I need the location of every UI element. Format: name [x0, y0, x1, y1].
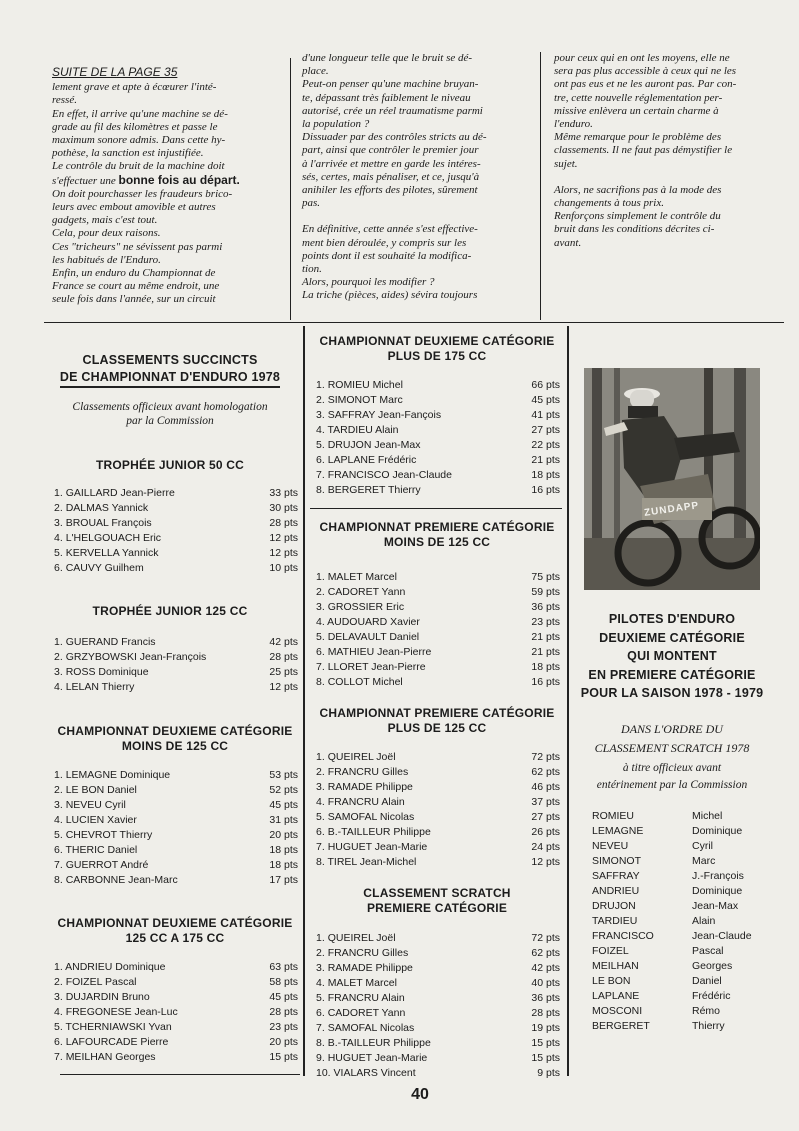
table-row: 4. LELAN Thierry 12 pts: [54, 681, 298, 693]
text-line: sés, certes, mais pénaliser, et ce, jusqu'à: [302, 170, 480, 183]
text-line: points dont il est souhaité la modifica-: [302, 249, 472, 262]
article-column-1: [52, 66, 280, 307]
text-line: Renforçons simplement le contrôle du: [554, 210, 721, 223]
ranking-deux-moins125: [54, 768, 298, 888]
results-divider-right: [567, 326, 569, 1076]
text-line: l'enduro.: [554, 118, 593, 131]
table-row: 4. MALET Marcel 40 pts: [316, 977, 560, 989]
text-line: ont pas eus et ne les auront pas. Par con-: [554, 78, 737, 91]
section-title-scratch: CLASSEMENT SCRATCH PREMIERE CATÉGORIE: [363, 886, 511, 915]
list-item: ANDRIEU Dominique: [592, 885, 743, 897]
text-line: France se court au même endroit, une: [52, 280, 220, 293]
text-line: En effet, il arrive qu'une machine se dé-: [52, 107, 228, 120]
table-row: 3. RAMADE Philippe 46 pts: [316, 781, 560, 793]
table-row: 3. GROSSIER Eric 36 pts: [316, 601, 560, 613]
table-row: 6. LAFOURCADE Pierre 20 pts: [54, 1036, 298, 1048]
ranking-prem-plus125: [316, 750, 560, 870]
section-title-junior125: TROPHÉE JUNIOR 125 CC: [92, 604, 248, 618]
text-line: sera pas plus accessible à ceux qui ne les: [554, 65, 737, 78]
table-row: 2. DALMAS Yannick 30 pts: [54, 502, 298, 514]
main-subtitle: Classements officieux avant homologation par la Commission: [72, 401, 268, 427]
list-item: BERGERET Thierry: [592, 1020, 725, 1032]
table-row: 4. L'HELGOUACH Eric 12 pts: [54, 532, 298, 544]
text-line: changements à tous prix.: [554, 197, 664, 210]
table-row: 8. BERGERET Thierry 16 pts: [316, 484, 560, 496]
rider-illustration: [584, 368, 760, 590]
enduro-rider-photo: [584, 368, 760, 590]
text-line: la population ?: [302, 118, 370, 131]
table-row: 1. MALET Marcel 75 pts: [316, 571, 560, 583]
table-row: 1. QUEIREL Joël 72 pts: [316, 751, 560, 763]
table-row: 2. FOIZEL Pascal 58 pts: [54, 976, 298, 988]
text-line: Alors, ne sacrifions pas à la mode des: [554, 183, 722, 196]
table-row: 10. VIALARS Vincent 9 pts: [316, 1067, 560, 1079]
table-row: 2. LE BON Daniel 52 pts: [54, 784, 298, 796]
table-row: 1. GUERAND Francis 42 pts: [54, 636, 298, 648]
text-line: Ces "tricheurs" ne sévissent pas parmi: [52, 240, 223, 253]
section-rule: [44, 322, 784, 323]
table-row: 1. ANDRIEU Dominique 63 pts: [54, 961, 298, 973]
table-row: 4. LUCIEN Xavier 31 pts: [54, 814, 298, 826]
table-row: 8. CARBONNE Jean-Marc 17 pts: [54, 874, 298, 886]
text-line: gadgets, mais c'est tout.: [52, 214, 158, 227]
table-row: 4. TARDIEU Alain 27 pts: [316, 424, 560, 436]
table-row: 2. SIMONOT Marc 45 pts: [316, 394, 560, 406]
table-row: 9. HUGUET Jean-Marie 15 pts: [316, 1052, 560, 1064]
table-row: 6. CAUVY Guilhem 10 pts: [54, 562, 298, 574]
table-row: 5. FRANCRU Alain 36 pts: [316, 992, 560, 1004]
bottom-rule: [60, 1074, 300, 1075]
table-row: 1. GAILLARD Jean-Pierre 33 pts: [54, 487, 298, 499]
list-item: LE BON Daniel: [592, 975, 722, 987]
ranking-scratch: [316, 931, 560, 1081]
text-line: d'une longueur telle que le bruit se dé-: [302, 52, 473, 64]
text-line: classements. Il ne faut pas démystifier le: [554, 144, 733, 157]
table-row: 1. ROMIEU Michel 66 pts: [316, 379, 560, 391]
ranking-junior125: [54, 635, 298, 695]
table-row: 2. GRZYBOWSKI Jean-François 28 pts: [54, 651, 298, 663]
section-title-deux-125-175: CHAMPIONNAT DEUXIEME CATÉGORIE 125 CC A 175 CC: [57, 916, 293, 945]
text-line: ressé.: [52, 94, 77, 107]
text-line: avant.: [554, 236, 582, 249]
pilots-title: PILOTES D'ENDURO DEUXIEME CATÉGORIE QUI MONTENT EN PREMIERE CATÉGORIE POUR LA SAISON 1978 - 1979: [580, 612, 764, 700]
main-title: CLASSEMENTS SUCCINCTS DE CHAMPIONNAT D'ENDURO 1978: [52, 352, 288, 388]
text-line: anihiler les efforts des pilotes, sûrement: [302, 184, 478, 197]
ranking-deux-plus175: [316, 378, 560, 498]
table-row: 7. FRANCISCO Jean-Claude 18 pts: [316, 469, 560, 481]
list-item: MEILHAN Georges: [592, 960, 733, 972]
table-row: 3. DUJARDIN Bruno 45 pts: [54, 991, 298, 1003]
continuation-label: SUITE DE LA PAGE 35: [52, 65, 178, 79]
list-item: NEVEU Cyril: [592, 840, 713, 852]
ranking-junior50: [54, 486, 298, 576]
table-row: 8. TIREL Jean-Michel 12 pts: [316, 856, 560, 868]
list-item: SAFFRAY J.-François: [592, 870, 744, 882]
text-line: grade au fil des kilomètres et passe le: [52, 120, 218, 133]
article-column-3: [554, 52, 780, 250]
text-line: tion.: [302, 263, 322, 276]
section-title-prem-plus125: CHAMPIONNAT PREMIERE CATÉGORIE PLUS DE 125 CC: [319, 706, 555, 735]
table-row: 6. B.-TAILLEUR Philippe 26 pts: [316, 826, 560, 838]
text-line: s'effectuer une bonne fois au départ.: [52, 172, 240, 187]
column-divider: [540, 52, 541, 320]
table-row: 4. FREGONESE Jean-Luc 28 pts: [54, 1006, 298, 1018]
text-line: En définitive, cette année s'est effective-: [302, 223, 478, 236]
text-line: pothèse, la sanction est injustifiée.: [52, 147, 204, 160]
table-row: 6. CADORET Yann 28 pts: [316, 1007, 560, 1019]
text-line: Le contrôle du bruit de la machine doit: [52, 160, 225, 173]
text-line: Enfin, un enduro du Championnat de: [52, 267, 216, 280]
text-line: Dissuader par des contrôles stricts au dé-: [302, 131, 487, 144]
results-divider-left: [303, 326, 305, 1076]
table-row: 4. FRANCRU Alain 37 pts: [316, 796, 560, 808]
list-item: TARDIEU Alain: [592, 915, 716, 927]
text-line: te, dépassant très faiblement le niveau: [302, 91, 471, 104]
text-line: La triche (pièces, aides) sévira toujours: [302, 289, 478, 302]
text-line: maximum sonore admis. Dans cette hy-: [52, 134, 226, 147]
text-line: pour ceux qui en ont les moyens, elle ne: [554, 52, 730, 64]
text-line: Peut-on penser qu'une machine bruyan-: [302, 78, 479, 91]
text-line: seule fois dans l'année, sur un circuit: [52, 293, 216, 306]
text-line: bruit dans les conditions décrites ci-: [554, 223, 715, 236]
table-row: 3. SAFFRAY Jean-Fançois 41 pts: [316, 409, 560, 421]
table-row: 3. ROSS Dominique 25 pts: [54, 666, 298, 678]
text-line: Même remarque pour le problème des: [554, 131, 722, 144]
table-row: 5. DELAVAULT Daniel 21 pts: [316, 631, 560, 643]
page-number: 40: [411, 1086, 429, 1103]
text-line: autorisé, crée un réel traumatisme parmi: [302, 104, 483, 117]
table-row: 2. CADORET Yann 59 pts: [316, 586, 560, 598]
table-row: 6. LAPLANE Frédéric 21 pts: [316, 454, 560, 466]
text-line: leurs avec embout amovible et autres: [52, 201, 216, 214]
list-item: MOSCONI Rémo: [592, 1005, 721, 1017]
article-column-2: [302, 52, 530, 303]
table-row: 8. COLLOT Michel 16 pts: [316, 676, 560, 688]
section-title-junior50: TROPHÉE JUNIOR 50 CC: [95, 458, 245, 472]
table-row: 2. FRANCRU Gilles 62 pts: [316, 766, 560, 778]
table-row: 6. THERIC Daniel 18 pts: [54, 844, 298, 856]
section-title-deux-plus175: CHAMPIONNAT DEUXIEME CATÉGORIE PLUS DE 175 CC: [319, 334, 555, 363]
table-row: 3. RAMADE Philippe 42 pts: [316, 962, 560, 974]
emphasis-text: bonne fois au départ.: [118, 172, 240, 187]
list-item: DRUJON Jean-Max: [592, 900, 739, 912]
list-item: FOIZEL Pascal: [592, 945, 724, 957]
table-row: 6. MATHIEU Jean-Pierre 21 pts: [316, 646, 560, 658]
table-row: 7. MEILHAN Georges 15 pts: [54, 1051, 298, 1063]
table-row: 7. LLORET Jean-Pierre 18 pts: [316, 661, 560, 673]
table-row: 1. LEMAGNE Dominique 53 pts: [54, 769, 298, 781]
table-row: 8. B.-TAILLEUR Philippe 15 pts: [316, 1037, 560, 1049]
table-row: 7. GUERROT André 18 pts: [54, 859, 298, 871]
text-line: ment bien déroulée, y compris sur les: [302, 236, 467, 249]
table-row: 7. SAMOFAL Nicolas 19 pts: [316, 1022, 560, 1034]
table-row: 5. KERVELLA Yannick 12 pts: [54, 547, 298, 559]
table-row: 7. HUGUET Jean-Marie 24 pts: [316, 841, 560, 853]
section-title-prem-moins125: CHAMPIONNAT PREMIERE CATÉGORIE MOINS DE 125 CC: [319, 520, 555, 549]
pilots-subtitle: DANS L'ORDRE DU CLASSEMENT SCRATCH 1978: [594, 722, 750, 755]
text-line: sujet.: [554, 157, 578, 170]
column-divider: [290, 58, 291, 320]
text-line: missive enlèvera un certain charme à: [554, 104, 719, 117]
pilots-list: [592, 809, 772, 1034]
text-line: On doit pourchasser les fraudeurs brico-: [52, 187, 233, 200]
list-item: LAPLANE Frédéric: [592, 990, 731, 1002]
ranking-deux-125-175: [54, 960, 298, 1065]
table-row: 2. FRANCRU Gilles 62 pts: [316, 947, 560, 959]
pilots-note: à titre officieux avant entérinement par la Commission: [596, 762, 748, 791]
text-line: place.: [302, 65, 329, 78]
text-line: lement grave et apte à écœurer l'inté-: [52, 81, 217, 94]
list-item: LEMAGNE Dominique: [592, 825, 743, 837]
text-line: Cela, pour deux raisons.: [52, 227, 161, 240]
ranking-prem-moins125: [316, 570, 560, 690]
list-item: FRANCISCO Jean-Claude: [592, 930, 752, 942]
bike-brand-label: ZUNDAPP: [643, 500, 700, 519]
table-row: 5. SAMOFAL Nicolas 27 pts: [316, 811, 560, 823]
text-line: part, ainsi que contrôler le premier jour: [302, 144, 479, 157]
table-row: 5. TCHERNIAWSKI Yvan 23 pts: [54, 1021, 298, 1033]
table-row: 3. NEVEU Cyril 45 pts: [54, 799, 298, 811]
text-line: Alors, pourquoi les modifier ?: [302, 276, 435, 289]
text-line: pas.: [302, 197, 321, 210]
text-line: à l'arrivée et mettre en garde les intéres-: [302, 157, 481, 170]
table-row: 1. QUEIREL Joël 72 pts: [316, 932, 560, 944]
table-row: 5. DRUJON Jean-Max 22 pts: [316, 439, 560, 451]
list-item: SIMONOT Marc: [592, 855, 716, 867]
section-title-deux-moins125: CHAMPIONNAT DEUXIEME CATÉGORIE MOINS DE 125 CC: [57, 724, 293, 753]
section-rule: [310, 508, 562, 509]
text-line: tre, cette nouvelle réglementation per-: [554, 91, 723, 104]
table-row: 5. CHEVROT Thierry 20 pts: [54, 829, 298, 841]
list-item: ROMIEU Michel: [592, 810, 723, 822]
table-row: 4. AUDOUARD Xavier 23 pts: [316, 616, 560, 628]
text-line: les habitués de l'Enduro.: [52, 253, 161, 266]
table-row: 3. BROUAL François 28 pts: [54, 517, 298, 529]
